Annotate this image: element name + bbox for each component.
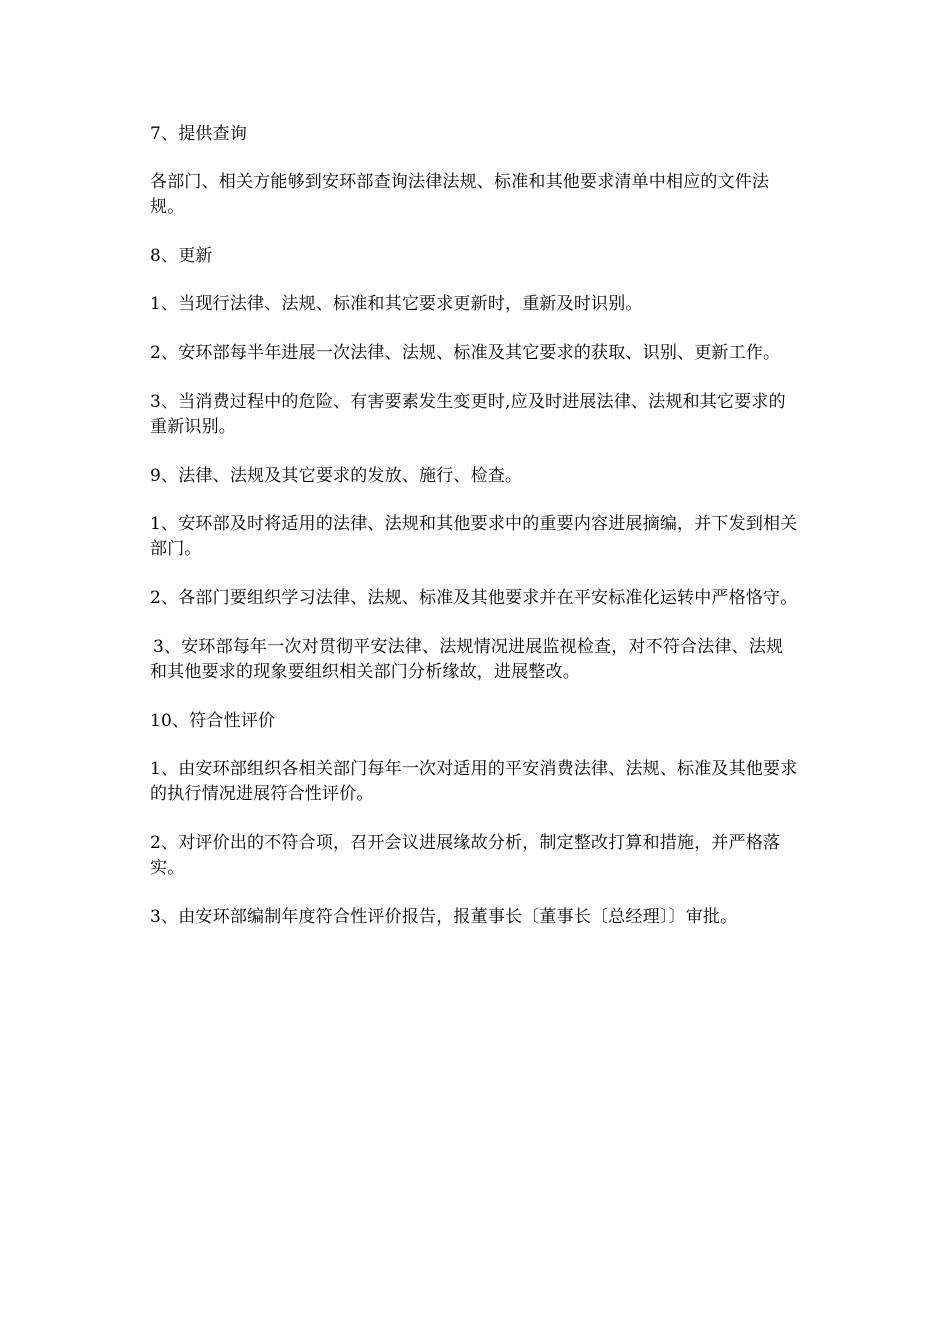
- section-heading-8: 8、更新: [150, 246, 213, 266]
- paragraph: 2、各部门要组织学习法律、法规、标准及其他要求并在平安标准化运转中严格恪守。: [150, 588, 798, 608]
- document-body: [150, 122, 800, 954]
- section-heading-7: 7、提供查询: [150, 124, 248, 144]
- paragraph: 3、当消费过程中的危险、有害要素发生变更时,应及时进展法律、法规和其它要求的重新识别。: [150, 392, 786, 437]
- paragraph: 2、对评价出的不符合项，召开会议进展缘故分析，制定整改打算和措施，并严格落实。: [150, 833, 781, 878]
- section-heading-10: 10、符合性评价: [150, 711, 276, 731]
- paragraph: 3、安环部每年一次对贯彻平安法律、法规情况进展监视检查，对不符合法律、法规和其他要求的现象要组织相关部门分析缘故，进展整改。: [150, 637, 784, 682]
- paragraph: 各部门、相关方能够到安环部查询法律法规、标准和其他要求清单中相应的文件法规。: [150, 172, 770, 217]
- paragraph: 2、安环部每半年进展一次法律、法规、标准及其它要求的获取、识别、更新工作。: [150, 343, 781, 363]
- paragraph: 3、由安环部编制年度符合性评价报告，报董事长〔董事长〔总经理〕〕审批。: [150, 907, 738, 927]
- paragraph: 1、当现行法律、法规、标准和其它要求更新时，重新及时识别。: [150, 294, 643, 314]
- paragraph: 1、由安环部组织各相关部门每年一次对适用的平安消费法律、法规、标准及其他要求的执行情况进展符合性评价。: [150, 759, 798, 804]
- paragraph: 1、安环部及时将适用的法律、法规和其他要求中的重要内容进展摘编，并下发到相关部门。: [150, 514, 798, 559]
- section-heading-9: 9、法律、法规及其它要求的发放、施行、检查。: [150, 466, 523, 486]
